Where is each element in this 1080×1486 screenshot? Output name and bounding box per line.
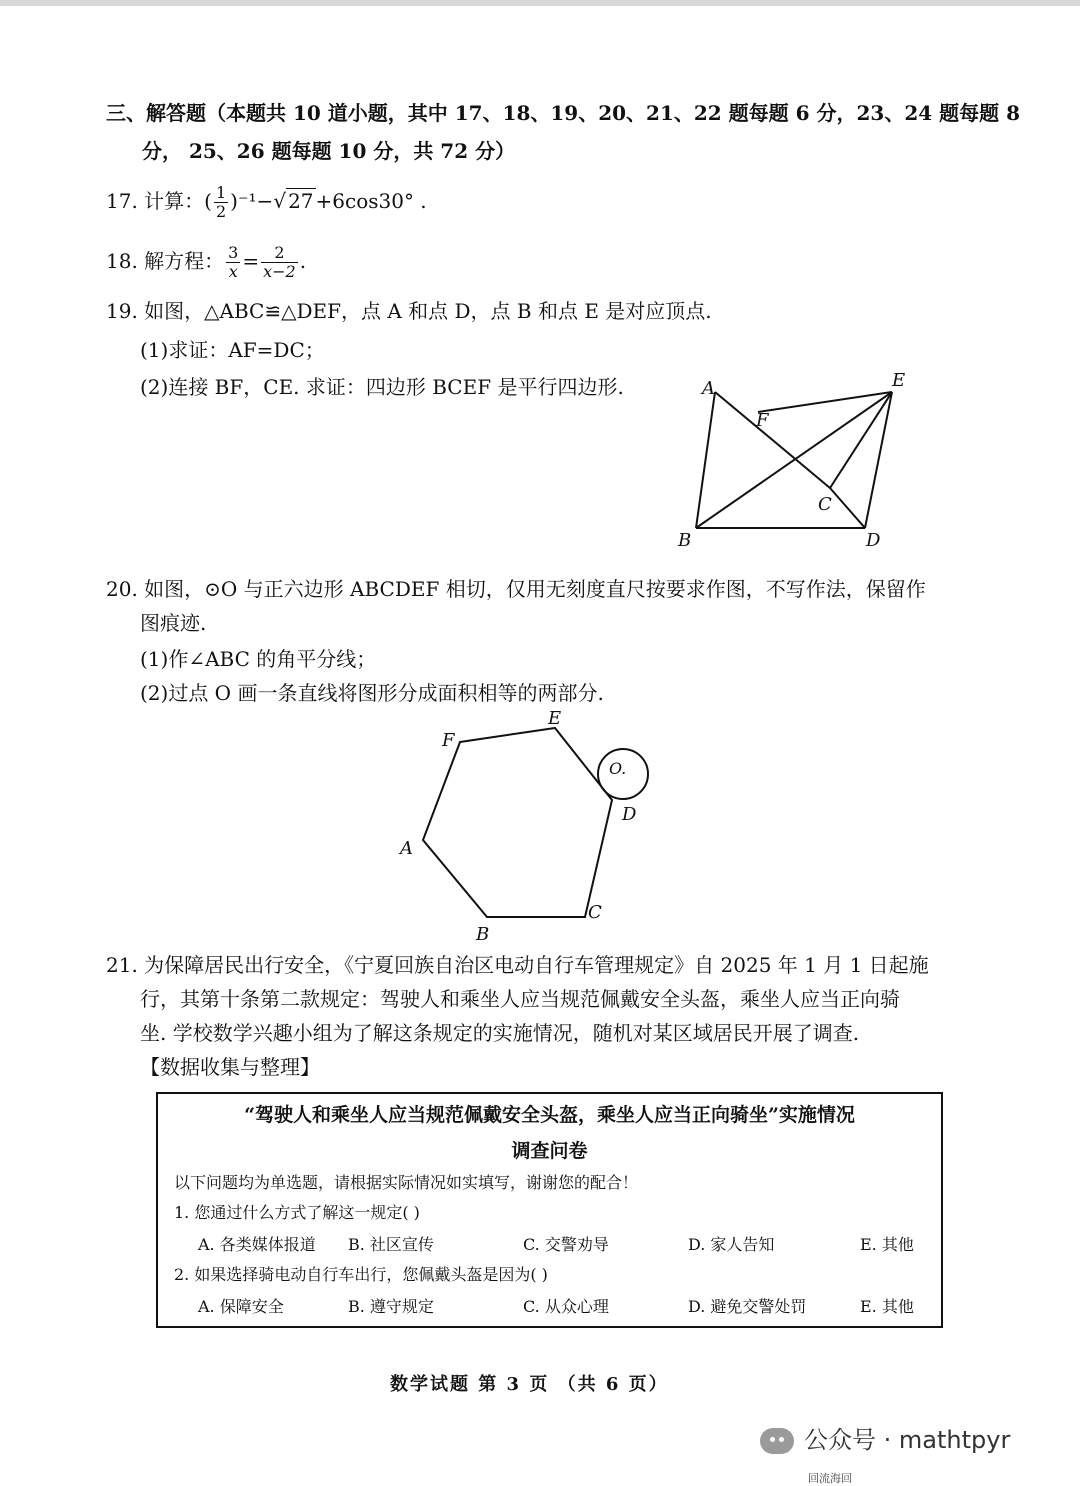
label-O: O.	[609, 759, 627, 778]
q18-lead: 解方程：	[144, 249, 225, 273]
label-D: D	[866, 530, 881, 551]
label-B: B	[678, 530, 692, 551]
q2-option-e: E. 其他	[860, 1297, 914, 1316]
watermark	[760, 1420, 1010, 1455]
section-header-line2: 分， 25、26 题每题 10 分，共 72 分）	[142, 139, 516, 163]
section-header-line1: 三、解答题（本题共 10 道小题，其中 17、18、19、20、21、22 题每题 6 分，23、24 题每题 8	[106, 101, 1021, 125]
page-top-edge	[0, 0, 1080, 6]
survey-intro: 以下问题均为单选题，请根据实际情况如实填写，谢谢您的配合！	[174, 1173, 639, 1192]
q17-tail: +6cos30° .	[315, 189, 427, 213]
question-20-stem: 20. 如图，⊙O 与正六边形 ABCDEF 相切，仅用无刻度直尺按要求作图，不写作法，保留作	[106, 577, 926, 601]
qr-code-fragment: 回流海回	[808, 1472, 852, 1485]
q1-option-b: B. 社区宣传	[348, 1235, 434, 1254]
question-18: 18. 解方程： $\frac{3}{x}$ = $\frac{2}{x-2}$ .	[106, 243, 307, 281]
label-D: D	[622, 804, 637, 825]
survey-question-2: 2. 如果选择骑电动自行车出行，您佩戴头盔是因为( )	[174, 1265, 548, 1284]
question-19-part1: (1)求证：AF=DC；	[140, 338, 325, 362]
question-number: 17.	[106, 189, 138, 213]
q18-right-fraction: $\frac{2}{x-2}$	[263, 243, 296, 281]
survey-question-1: 1. 您通过什么方式了解这一规定( )	[174, 1203, 420, 1222]
question-19-part2: (2)连接 BF，CE. 求证：四边形 BCEF 是平行四边形.	[140, 375, 624, 399]
regular-hexagon	[423, 728, 612, 917]
q17-fraction: $\frac{1}{2}$	[215, 183, 227, 221]
segment-FE	[758, 392, 892, 412]
survey-box	[156, 1092, 943, 1328]
equals-sign: =	[242, 249, 260, 273]
question-21-line3: 坐. 学校数学兴趣小组为了解这条规定的实施情况，随机对某区域居民开展了调查.	[140, 1021, 860, 1045]
question-19-stem: 19. 如图，△ABC≌△DEF，点 A 和点 D，点 B 和点 E 是对应顶点.	[106, 299, 712, 323]
question-21-line1: 21. 为保障居民出行安全，《宁夏回族自治区电动自行车管理规定》自 2025 年 1 月 1 日起施	[106, 953, 929, 977]
label-F: F	[756, 410, 769, 431]
q18-left-fraction: $\frac{3}{x}$	[228, 243, 239, 281]
label-B: B	[476, 924, 490, 945]
segment-BE	[696, 392, 892, 528]
q2-option-b: B. 遵守规定	[348, 1297, 434, 1316]
label-A: A	[702, 378, 715, 399]
q1-option-a: A. 各类媒体报道	[198, 1235, 316, 1254]
q1-option-c: C. 交警劝导	[523, 1235, 609, 1254]
q2-option-d: D. 避免交警处罚	[688, 1297, 807, 1316]
q20-figure	[390, 700, 670, 950]
wechat-icon	[760, 1428, 794, 1454]
survey-title: “驾驶人和乘坐人应当规范佩戴安全头盔，乘坐人应当正向骑坐”实施情况	[244, 1104, 855, 1126]
question-20-stem-cont: 图痕迹.	[140, 611, 207, 635]
question-number: 18.	[106, 249, 138, 273]
label-C: C	[588, 902, 602, 923]
label-F: F	[442, 730, 455, 751]
survey-subtitle: 调查问卷	[511, 1140, 588, 1162]
q2-option-c: C. 从众心理	[523, 1297, 609, 1316]
segment-AC	[715, 392, 830, 488]
question-20-part2: (2)过点 O 画一条直线将图形分成面积相等的两部分.	[140, 681, 604, 705]
q17-exponent: )⁻¹−	[230, 189, 274, 213]
segment-CD	[830, 488, 865, 528]
label-E: E	[892, 370, 906, 391]
q19-figure	[670, 360, 920, 560]
question-17	[106, 184, 427, 221]
label-C: C	[818, 494, 832, 515]
label-A: A	[400, 838, 413, 859]
watermark-text: 公众号 · mathtpyr	[804, 1426, 1011, 1454]
radicand: 27	[288, 189, 314, 213]
q2-option-a: A. 保障安全	[198, 1297, 284, 1316]
q1-option-e: E. 其他	[860, 1235, 914, 1254]
segment-AB	[696, 392, 715, 528]
question-21-line2: 行，其第十条第二款规定：驾驶人和乘坐人应当规范佩戴安全头盔，乘坐人应当正向骑	[140, 987, 900, 1011]
question-20-part1: (1)作∠ABC 的角平分线；	[140, 647, 377, 671]
radical-sign: √	[273, 189, 287, 213]
page-footer: 数学试题 第 3 页 （共 6 页）	[390, 1374, 669, 1395]
q17-lead: 计算：(	[144, 189, 212, 213]
q1-option-d: D. 家人告知	[688, 1235, 775, 1254]
label-E: E	[548, 708, 562, 729]
data-collection-heading: 【数据收集与整理】	[140, 1055, 320, 1079]
